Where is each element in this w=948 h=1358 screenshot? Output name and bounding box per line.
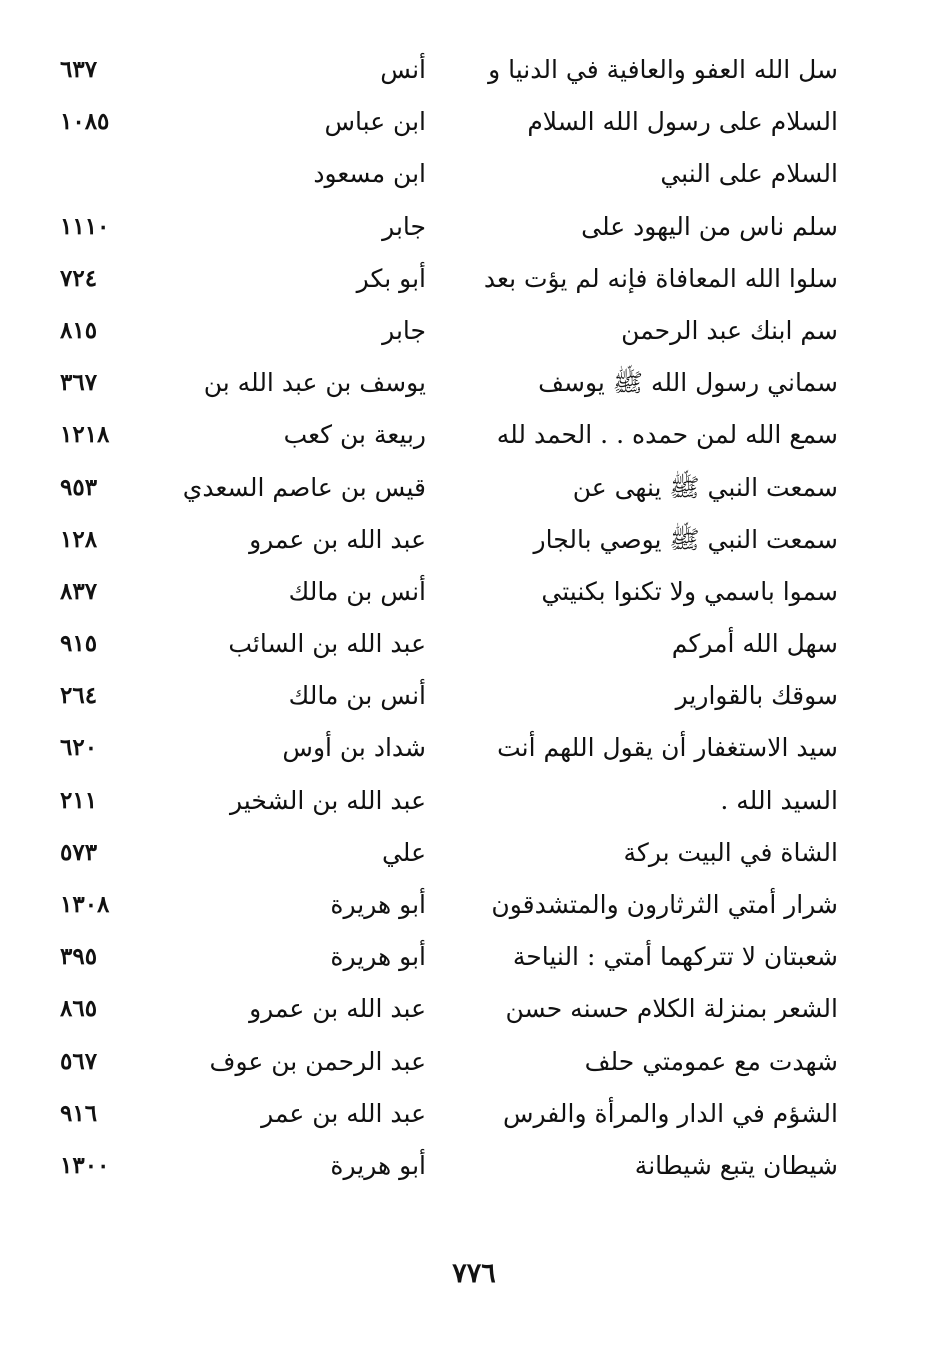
page-reference: ١٣٠٨	[60, 891, 110, 918]
page-reference: ٩٥٣	[60, 473, 98, 501]
narrator-name: أنس بن مالك	[288, 681, 426, 711]
hadith-text: سلوا الله المعافاة فإنه لم يؤت بعد	[483, 263, 838, 293]
page-reference: ٢١١	[60, 786, 98, 814]
index-row	[0, 96, 948, 148]
index-row	[0, 253, 948, 305]
hadith-text: سم ابنك عبد الرحمن	[621, 315, 838, 345]
hadith-text: سلم ناس من اليهود على	[581, 211, 838, 241]
narrator-name: عبد الله بن عمرو	[249, 524, 426, 554]
page-number: ٧٧٦	[452, 1258, 496, 1289]
hadith-text: شعبتان لا تتركهما أمتي : النياحة	[512, 942, 838, 972]
narrator-name: قيس بن عاصم السعدي	[182, 472, 426, 502]
narrator-name: أبو هريرة	[330, 890, 426, 919]
narrator-name: أنس بن مالك	[288, 576, 426, 606]
hadith-text: الشاة في البيت بركة	[623, 837, 838, 867]
page-reference: ٨٣٧	[60, 577, 98, 605]
index-row	[0, 409, 948, 461]
page-reference: ١٢١٨	[60, 421, 110, 449]
page-reference: ٣٦٧	[60, 369, 98, 397]
page-reference: ٥٦٧	[60, 1047, 98, 1075]
hadith-text: سمعت النبي ﷺ ينهى عن	[572, 472, 838, 502]
narrator-name: أبو هريرة	[330, 1150, 426, 1180]
page-reference: ٨١٥	[60, 316, 98, 344]
index-row	[0, 931, 948, 983]
page-reference: ٦٢٠	[60, 734, 98, 762]
narrator-name: عبد الله بن عمر	[261, 1098, 426, 1128]
hadith-text: السلام على رسول الله السلام	[527, 107, 838, 137]
hadith-text: شهدت مع عمومتي حلف	[584, 1046, 838, 1076]
narrator-name: علي	[381, 837, 426, 867]
index-row	[0, 201, 948, 253]
narrator-name: عبد الله بن الشخير	[230, 785, 426, 815]
index-row	[0, 618, 948, 670]
page-reference: ٦٣٧	[60, 56, 98, 83]
hadith-text: سمع الله لمن حمده . . الحمد لله	[496, 420, 838, 450]
index-row	[0, 827, 948, 879]
narrator-name: ابن عباس	[324, 107, 426, 137]
index-row	[0, 1036, 948, 1088]
page-reference: ٨٦٥	[60, 995, 98, 1023]
hadith-text: الشؤم في الدار والمرأة والفرس	[502, 1098, 838, 1128]
index-row	[0, 775, 948, 827]
page-reference: ٩١٦	[60, 1099, 98, 1127]
hadith-text: السيد الله .	[720, 785, 838, 815]
index-row	[0, 1088, 948, 1140]
page-reference: ١١١٠	[60, 212, 110, 240]
narrator-name: ابن مسعود	[313, 159, 426, 189]
index-row	[0, 670, 948, 722]
narrator-name: يوسف بن عبد الله بن	[203, 368, 426, 398]
hadith-text: سهل الله أمركم	[671, 629, 838, 659]
page-reference: ١٠٨٥	[60, 108, 110, 136]
narrator-name: عبد الرحمن بن عوف	[209, 1046, 426, 1076]
hadith-text: الشعر بمنزلة الكلام حسنه حسن	[505, 994, 838, 1024]
index-row	[0, 722, 948, 774]
index-row	[0, 566, 948, 618]
hadith-text: سمعت النبي ﷺ يوصي بالجار	[533, 524, 838, 554]
hadith-text: سموا باسمي ولا تكنوا بكنيتي	[541, 576, 838, 606]
page-reference: ١٣٠٠	[60, 1151, 110, 1179]
index-row	[0, 514, 948, 566]
narrator-name: أبو بكر	[356, 263, 426, 293]
hadith-text: سوقك بالقوارير	[675, 681, 838, 711]
page-reference: ١٢٨	[60, 525, 98, 553]
index-row	[0, 357, 948, 409]
hadith-text: سيد الاستغفار أن يقول اللهم أنت	[497, 733, 838, 763]
hadith-text: شيطان يتبع شيطانة	[634, 1150, 838, 1180]
narrator-name: جابر	[382, 315, 426, 345]
index-row	[0, 1140, 948, 1192]
narrator-name: عبد الله بن عمرو	[249, 994, 426, 1024]
narrator-name: عبد الله بن السائب	[228, 629, 426, 659]
narrator-name: شداد بن أوس	[282, 733, 426, 763]
index-row	[0, 44, 948, 96]
narrator-name: أنس	[380, 55, 426, 84]
hadith-text: سل الله العفو والعافية في الدنيا و	[488, 55, 838, 84]
page-reference: ٩١٥	[60, 630, 98, 658]
hadith-text: السلام على النبي	[660, 159, 838, 189]
page-reference: ٧٢٤	[60, 264, 98, 292]
index-row	[0, 305, 948, 357]
index-row	[0, 462, 948, 514]
index-row	[0, 879, 948, 931]
hadith-index-table	[0, 44, 948, 1192]
narrator-name: ربيعة بن كعب	[283, 420, 426, 450]
hadith-text: سماني رسول الله ﷺ يوسف	[538, 368, 838, 398]
hadith-text: شرار أمتي الثرثارون والمتشدقون	[491, 890, 838, 919]
page-reference: ٢٦٤	[60, 682, 98, 710]
index-row	[0, 148, 948, 200]
narrator-name: جابر	[382, 211, 426, 241]
narrator-name: أبو هريرة	[330, 942, 426, 972]
index-row	[0, 983, 948, 1035]
page-reference: ٣٩٥	[60, 943, 98, 971]
page-reference: ٥٧٣	[60, 838, 98, 866]
